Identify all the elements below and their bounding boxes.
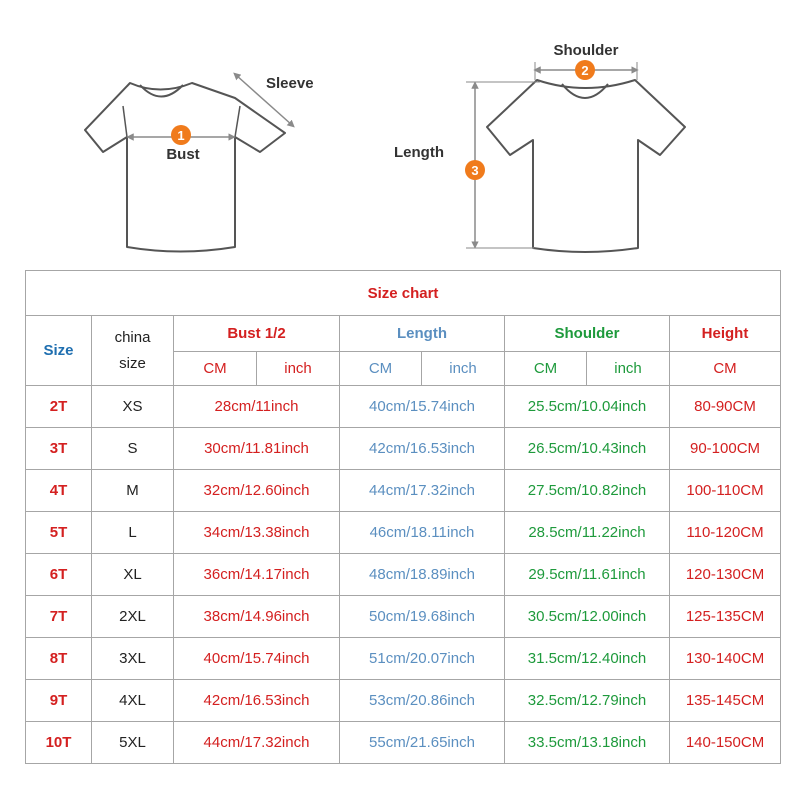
height-cell: 135-145CM <box>670 680 781 722</box>
shoulder-header: Shoulder <box>505 316 670 352</box>
bust-header: Bust 1/2 <box>174 316 340 352</box>
bust-inch-unit: inch <box>257 352 340 386</box>
shoulder-label: Shoulder <box>553 42 619 59</box>
height-cell: 80-90CM <box>670 386 781 428</box>
marker-2-label: 2 <box>581 63 589 78</box>
length-cell: 48cm/18.89inch <box>340 554 505 596</box>
height-cell: 130-140CM <box>670 638 781 680</box>
height-header: Height <box>670 316 781 352</box>
table-title-row <box>26 271 781 316</box>
height-cm-unit: CM <box>670 352 781 386</box>
table-row <box>26 722 781 764</box>
height-cell: 140-150CM <box>670 722 781 764</box>
tshirt-outline-right <box>487 80 685 252</box>
length-cell: 46cm/18.11inch <box>340 512 505 554</box>
length-cell: 44cm/17.32inch <box>340 470 505 512</box>
table-row <box>26 470 781 512</box>
length-header: Length <box>340 316 505 352</box>
table-row <box>26 386 781 428</box>
bust-cell: 44cm/17.32inch <box>174 722 340 764</box>
bust-cell: 30cm/11.81inch <box>174 428 340 470</box>
bust-cell: 42cm/16.53inch <box>174 680 340 722</box>
length-cell: 55cm/21.65inch <box>340 722 505 764</box>
shoulder-cell: 26.5cm/10.43inch <box>505 428 670 470</box>
length-inch-unit: inch <box>422 352 505 386</box>
shoulder-cell: 27.5cm/10.82inch <box>505 470 670 512</box>
tshirt-outline-left <box>85 83 285 252</box>
size-cell: 9T <box>26 680 92 722</box>
table-row <box>26 554 781 596</box>
shoulder-cell: 33.5cm/13.18inch <box>505 722 670 764</box>
marker-3-label: 3 <box>471 163 479 178</box>
height-cell: 100-110CM <box>670 470 781 512</box>
length-label: Length <box>394 144 444 161</box>
length-cell: 42cm/16.53inch <box>340 428 505 470</box>
china-size-header-text: china size <box>114 328 151 372</box>
shoulder-cm-unit: CM <box>505 352 587 386</box>
shoulder-inch-unit: inch <box>587 352 670 386</box>
size-cell: 4T <box>26 470 92 512</box>
table-row <box>26 680 781 722</box>
bust-cell: 40cm/15.74inch <box>174 638 340 680</box>
tshirt-front-right <box>394 42 685 252</box>
size-header: Size <box>26 316 92 386</box>
china-size-cell: M <box>92 470 174 512</box>
sleeve-label: Sleeve <box>266 75 314 92</box>
china-size-header <box>92 316 174 386</box>
china-size-cell: 2XL <box>92 596 174 638</box>
tshirt-measurement-diagram <box>0 0 800 265</box>
length-cell: 50cm/19.68inch <box>340 596 505 638</box>
china-size-cell: 4XL <box>92 680 174 722</box>
tshirt-front-left <box>85 75 314 252</box>
china-size-cell: 5XL <box>92 722 174 764</box>
china-size-cell: XL <box>92 554 174 596</box>
shoulder-cell: 30.5cm/12.00inch <box>505 596 670 638</box>
table-row <box>26 512 781 554</box>
size-chart-title: Size chart <box>26 271 781 316</box>
size-cell: 7T <box>26 596 92 638</box>
bust-label: Bust <box>166 146 200 163</box>
size-chart-table <box>25 270 781 764</box>
table-row <box>26 638 781 680</box>
bust-cell: 34cm/13.38inch <box>174 512 340 554</box>
table-row <box>26 596 781 638</box>
table-row <box>26 428 781 470</box>
bust-cell: 28cm/11inch <box>174 386 340 428</box>
size-cell: 5T <box>26 512 92 554</box>
size-cell: 6T <box>26 554 92 596</box>
height-cell: 125-135CM <box>670 596 781 638</box>
marker-1-label: 1 <box>177 128 185 143</box>
height-cell: 90-100CM <box>670 428 781 470</box>
shoulder-cell: 28.5cm/11.22inch <box>505 512 670 554</box>
height-cell: 120-130CM <box>670 554 781 596</box>
shoulder-cell: 32.5cm/12.79inch <box>505 680 670 722</box>
size-cell: 2T <box>26 386 92 428</box>
china-size-cell: XS <box>92 386 174 428</box>
china-size-cell: L <box>92 512 174 554</box>
shoulder-cell: 31.5cm/12.40inch <box>505 638 670 680</box>
size-rows <box>26 386 781 764</box>
bust-cell: 32cm/12.60inch <box>174 470 340 512</box>
size-cell: 3T <box>26 428 92 470</box>
bust-cell: 38cm/14.96inch <box>174 596 340 638</box>
length-cell: 53cm/20.86inch <box>340 680 505 722</box>
table-header-row <box>26 316 781 352</box>
length-cell: 40cm/15.74inch <box>340 386 505 428</box>
bust-cm-unit: CM <box>174 352 257 386</box>
size-cell: 8T <box>26 638 92 680</box>
size-cell: 10T <box>26 722 92 764</box>
shoulder-cell: 25.5cm/10.04inch <box>505 386 670 428</box>
china-size-cell: S <box>92 428 174 470</box>
china-size-cell: 3XL <box>92 638 174 680</box>
height-cell: 110-120CM <box>670 512 781 554</box>
shoulder-cell: 29.5cm/11.61inch <box>505 554 670 596</box>
bust-cell: 36cm/14.17inch <box>174 554 340 596</box>
length-cell: 51cm/20.07inch <box>340 638 505 680</box>
length-cm-unit: CM <box>340 352 422 386</box>
